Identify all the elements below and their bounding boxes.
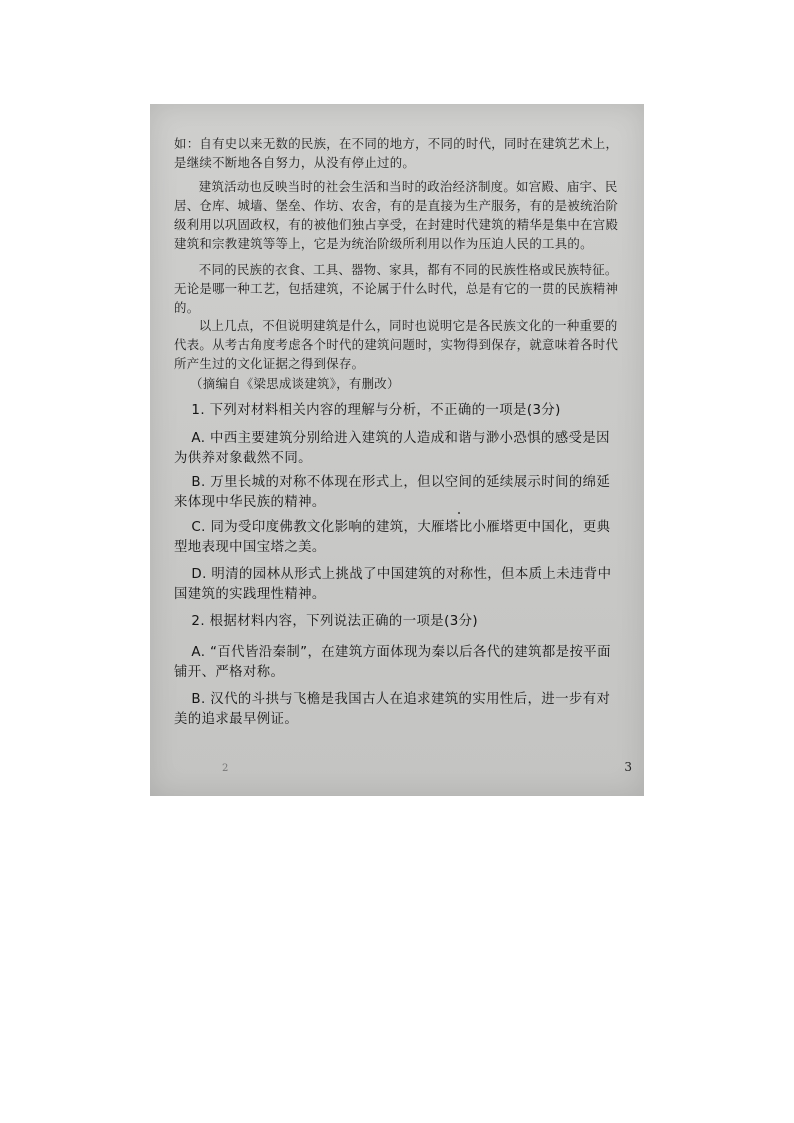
question-1-option-d: D. 明清的园林从形式上挑战了中国建筑的对称性，但本质上未违背中国建筑的实践理性精神。 bbox=[174, 567, 612, 602]
paragraph-2: 建筑活动也反映当时的社会生活和当时的政治经济制度。如宫殿、庙宇、民居、仓库、城墙、堡垒、作坊、农舍，有的是直接为生产服务，有的是被统治阶级利用以巩固政权，有的被他们独占享受，在封建时代建筑的精华是集中在宫殿建筑和宗教建筑等等上，它是为统治阶级所利用以作为压迫人民的工具的。 bbox=[174, 179, 619, 251]
source-citation: （摘编自《梁思成谈建筑》，有删改） bbox=[190, 376, 400, 391]
question-1-option-c: C. 同为受印度佛教文化影响的建筑，大雁塔比小雁塔更中国化，更典型地表现中国宝塔之美。 bbox=[174, 520, 611, 555]
paragraph-3: 不同的民族的衣食、工具、器物、家具，都有不同的民族性格或民族特征。无论是哪一种工艺，包括建筑，不论属于什么时代，总是有它的一贯的民族精神的。 bbox=[174, 262, 619, 315]
corner-mark: 2 bbox=[222, 763, 229, 774]
ink-speck bbox=[458, 512, 460, 514]
question-1-stem: 1. 下列对材料相关内容的理解与分析，不正确的一项是(3分) bbox=[191, 403, 561, 418]
scanned-page-photo bbox=[150, 104, 644, 796]
paragraph-4: 以上几点，不但说明建筑是什么，同时也说明它是各民族文化的一种重要的代表。从考古角度考虑各个时代的建筑问题时，实物得到保存，就意味着各时代所产生过的文化证据之得到保存。 bbox=[174, 318, 619, 371]
question-1-option-a: A. 中西主要建筑分别给进入建筑的人造成和谐与渺小恐惧的感受是因为供养对象截然不同。 bbox=[174, 431, 610, 466]
paragraph-1: 如：自有史以来无数的民族，在不同的地方，不同的时代，同时在建筑艺术上，是继续不断地各自努力，从没有停止过的。 bbox=[174, 136, 619, 170]
question-2-option-a: A. “百代皆沿秦制”，在建筑方面体现为秦以后各代的建筑都是按平面铺开、严格对称。 bbox=[174, 645, 611, 680]
question-2-option-b: B. 汉代的斗拱与飞檐是我国古人在追求建筑的实用性后，进一步有对美的追求最早例证。 bbox=[174, 692, 611, 727]
question-1-option-b: B. 万里长城的对称不体现在形式上，但以空间的延续展示时间的绵延来体现中华民族的精神。 bbox=[174, 475, 611, 510]
page-number: 3 bbox=[624, 760, 632, 774]
question-2-stem: 2. 根据材料内容，下列说法正确的一项是(3分) bbox=[191, 614, 479, 629]
